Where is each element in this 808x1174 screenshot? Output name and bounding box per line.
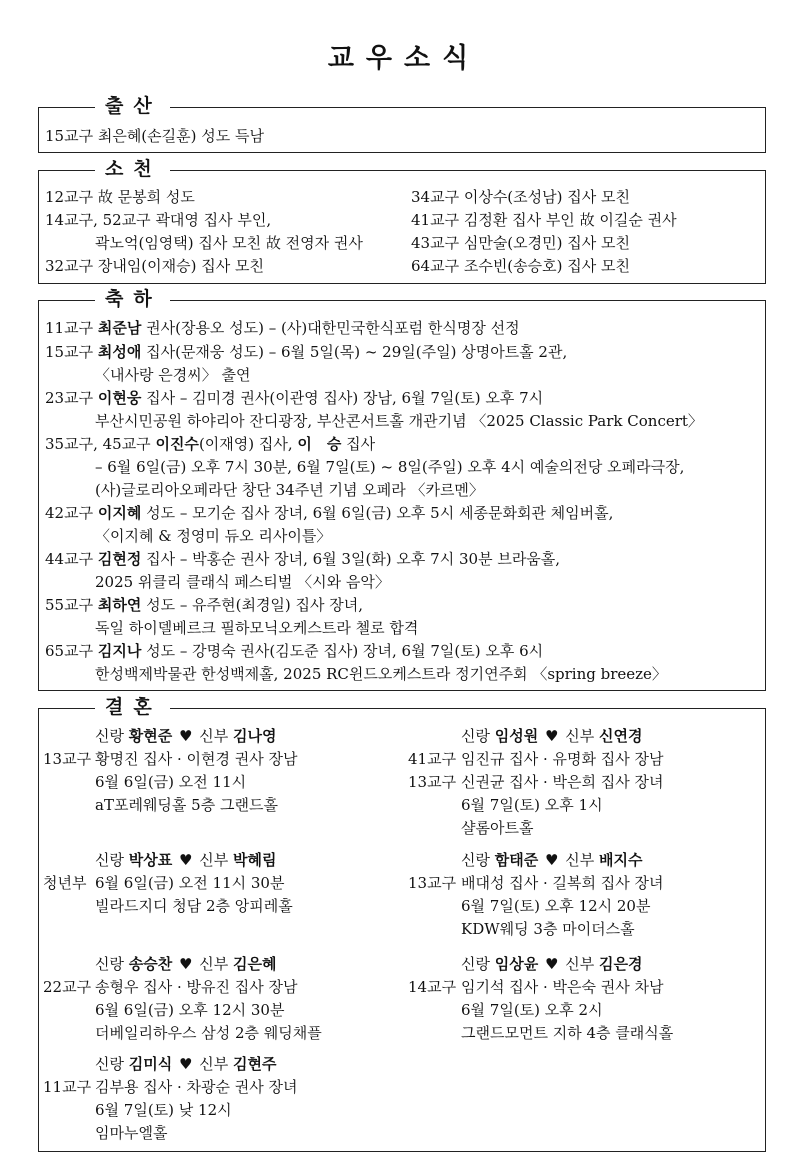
bride-name: 신연경: [599, 727, 643, 745]
funeral-right-line: 34교구 이상수(조성남) 집사 모친: [411, 188, 630, 206]
congrats-item-cont: – 6월 6일(금) 오후 7시 30분, 6월 7일(토) ~ 8일(주일) 오후 4시 예술의전당 오페라극장,: [95, 458, 685, 476]
parish-label: 13교구: [43, 750, 92, 768]
congrats-item: [45, 594, 363, 616]
bride-label: 신부: [199, 727, 229, 745]
congrats-item: [45, 387, 543, 409]
wedding-detail: 6월 7일(토) 오후 1시: [461, 796, 603, 814]
item-text: 성도 – 모기순 집사 장녀, 6월 6일(금) 오후 5시 세종문화회관 체임버홀,: [141, 504, 614, 522]
heart-icon: ♥: [179, 727, 193, 745]
wedding-detail: 샬롬아트홀: [461, 819, 534, 837]
wedding-detail: 6월 6일(금) 오후 12시 30분: [95, 1001, 285, 1019]
funeral-section: [38, 158, 766, 284]
parish-label: 11교구: [45, 319, 94, 337]
wedding-detail: 임마누엘홀: [95, 1124, 168, 1142]
wedding-detail: 임기석 집사 · 박은숙 권사 차남: [461, 978, 664, 996]
groom-name: 함태준: [494, 851, 539, 869]
parish-label: 11교구: [43, 1078, 92, 1096]
groom-label: 신랑: [95, 1055, 124, 1073]
wedding-detail: 황명진 집사 · 이현경 권사 장남: [95, 750, 298, 768]
wedding-detail: 6월 7일(토) 낮 12시: [95, 1101, 232, 1119]
item-text: 성도 – 유주현(최경일) 집사 장녀,: [141, 596, 364, 614]
parish-label: 65교구: [45, 642, 94, 660]
item-text: 성도 – 강명숙 권사(김도준 집사) 장녀, 6월 7일(토) 오후 6시: [141, 642, 544, 660]
couple-line: [461, 953, 643, 975]
congrats-item: [45, 640, 543, 662]
parish-label: 22교구: [43, 978, 92, 996]
bride-label: 신부: [565, 727, 595, 745]
funeral-right-line: 41교구 김정환 집사 부인 故 이길순 권사: [411, 211, 677, 229]
groom-label: 신랑: [461, 851, 490, 869]
congrats-item-cont: 독일 하이델베르크 필하모닉오케스트라 첼로 합격: [95, 619, 419, 637]
parish-label: 41교구: [408, 750, 457, 768]
groom-name: 김미식: [128, 1055, 173, 1073]
person-name: 이지혜: [97, 504, 142, 522]
wedding-detail: 6월 6일(금) 오전 11시 30분: [95, 874, 285, 892]
parish-label: 23교구: [45, 389, 94, 407]
person-name: 김현정: [97, 550, 142, 568]
groom-label: 신랑: [95, 851, 124, 869]
person-name: 이 승: [297, 435, 342, 453]
bride-name: 배지수: [599, 851, 643, 869]
wedding-detail: aT포레웨딩홀 5층 그랜드홀: [95, 796, 278, 814]
funeral-left-line: 32교구 장내임(이재승) 집사 모친: [45, 257, 264, 275]
funeral-right-line: 43교구 심만술(오경민) 집사 모친: [411, 234, 630, 252]
congrats-item-cont: 부산시민공원 하야리아 잔디광장, 부산콘서트홀 개관기념 〈2025 Classic Park Concert〉: [95, 412, 703, 430]
wedding-detail: 김부용 집사 · 차광순 권사 장녀: [95, 1078, 298, 1096]
person-name: 이진수: [155, 435, 199, 453]
parish-label: 42교구: [45, 504, 94, 522]
parish-label: 55교구: [45, 596, 94, 614]
parish-label: 14교구: [408, 978, 457, 996]
groom-label: 신랑: [95, 727, 124, 745]
parish-label: 청년부: [43, 874, 87, 892]
wedding-detail: 더베일리하우스 삼성 2층 웨딩채플: [95, 1024, 322, 1042]
congrats-section: [38, 288, 766, 691]
couple-line: [95, 953, 277, 975]
groom-label: 신랑: [95, 955, 124, 973]
item-text: 권사(장용오 성도) – (사)대한민국한식포럼 한식명장 선정: [141, 319, 520, 337]
heart-icon: ♥: [179, 851, 193, 869]
funeral-right-line: 64교구 조수빈(송승호) 집사 모친: [411, 257, 630, 275]
groom-label: 신랑: [461, 955, 490, 973]
bride-name: 김현주: [233, 1055, 277, 1073]
wedding-detail: 빌라드지디 청담 2층 앙피레홀: [95, 897, 293, 915]
heart-icon: ♥: [179, 1055, 193, 1073]
heart-icon: ♥: [545, 851, 559, 869]
wedding-detail: KDW웨딩 3층 마이더스홀: [461, 920, 635, 938]
couple-line: [95, 1053, 277, 1075]
couple-line: [95, 725, 277, 747]
person-name: 이현웅: [97, 389, 142, 407]
wedding-detail: 신권균 집사 · 박은희 집사 장녀: [461, 773, 664, 791]
bride-label: 신부: [199, 1055, 229, 1073]
wedding-detail: 임진규 집사 · 유명화 집사 장남: [461, 750, 664, 768]
groom-name: 임상윤: [494, 955, 539, 973]
bride-name: 박혜림: [233, 851, 277, 869]
wedding-detail: 배대성 집사 · 길복희 집사 장녀: [461, 874, 664, 892]
bride-label: 신부: [199, 955, 229, 973]
congrats-item: [45, 317, 520, 339]
funeral-left-line: 12교구 故 문봉희 성도: [45, 188, 195, 206]
person-name: 최준남: [97, 319, 142, 337]
funeral-left-line: 곽노억(임영택) 집사 모친 故 전영자 권사: [95, 234, 363, 252]
congrats-item: [45, 548, 560, 570]
couple-line: [461, 849, 643, 871]
parish-label: 44교구: [45, 550, 94, 568]
groom-name: 황현준: [128, 727, 173, 745]
birth-line: 15교구 최은혜(손길훈) 성도 득남: [45, 127, 264, 145]
wedding-detail: 6월 7일(토) 오후 12시 20분: [461, 897, 651, 915]
person-name: 최하연: [97, 596, 142, 614]
wedding-detail: 6월 7일(토) 오후 2시: [461, 1001, 603, 1019]
wedding-detail: 6월 6일(금) 오전 11시: [95, 773, 247, 791]
congrats-item: [45, 341, 567, 363]
birth-section: [38, 95, 766, 153]
congrats-item: [45, 502, 613, 524]
congrats-item-cont: 2025 위클리 클래식 페스티벌 〈시와 음악〉: [95, 573, 390, 591]
parish-label: 15교구: [45, 343, 94, 361]
funeral-header: 소천: [95, 157, 170, 181]
heart-icon: ♥: [545, 955, 559, 973]
page-title: 교우소식: [327, 43, 481, 74]
heart-icon: ♥: [545, 727, 559, 745]
couple-line: [461, 725, 643, 747]
parish-label: 13교구: [408, 874, 457, 892]
bride-name: 김은혜: [233, 955, 277, 973]
wedding-detail: 그랜드모먼트 지하 4층 클래식홀: [461, 1024, 674, 1042]
wedding-section: [38, 696, 766, 1152]
groom-name: 송승찬: [128, 955, 173, 973]
wedding-header: 결혼: [95, 695, 170, 719]
bride-name: 김은경: [599, 955, 643, 973]
congrats-item-cont: 〈이지혜 & 정영미 듀오 리사이틀〉: [95, 527, 332, 545]
person-name: 김지나: [97, 642, 142, 660]
parish-label: 35교구, 45교구: [45, 435, 151, 453]
groom-name: 박상표: [128, 851, 173, 869]
item-text: 집사(문재웅 성도) – 6월 5일(목) ~ 29일(주일) 상명아트홀 2관,: [141, 343, 568, 361]
funeral-left-line: 14교구, 52교구 곽대영 집사 부인,: [45, 211, 272, 229]
groom-name: 임성원: [494, 727, 539, 745]
item-text: 집사 – 김미경 권사(이관영 집사) 장남, 6월 7일(토) 오후 7시: [141, 389, 544, 407]
heart-icon: ♥: [179, 955, 193, 973]
congrats-item-cont: 〈내사랑 은경씨〉 출연: [95, 366, 251, 384]
congrats-item: [45, 433, 375, 455]
item-text: 집사: [341, 435, 376, 453]
wedding-detail: 송형우 집사 · 방유진 집사 장남: [95, 978, 298, 996]
parish-label: 13교구: [408, 773, 457, 791]
congrats-header: 축하: [95, 287, 170, 311]
couple-line: [95, 849, 277, 871]
bride-name: 김나영: [233, 727, 277, 745]
birth-header: 출산: [95, 94, 170, 118]
congrats-item-cont: (사)글로리아오페라단 창단 34주년 기념 오페라 〈카르멘〉: [95, 481, 484, 499]
bride-label: 신부: [199, 851, 229, 869]
item-text: (이재영) 집사,: [198, 435, 298, 453]
item-text: 집사 – 박홍순 권사 장녀, 6월 3일(화) 오후 7시 30분 브라움홀,: [141, 550, 561, 568]
groom-label: 신랑: [461, 727, 490, 745]
bride-label: 신부: [565, 955, 595, 973]
person-name: 최성애: [97, 343, 142, 361]
bride-label: 신부: [565, 851, 595, 869]
congrats-item-cont: 한성백제박물관 한성백제홀, 2025 RC윈드오케스트라 정기연주회 〈spring breeze〉: [95, 665, 667, 683]
